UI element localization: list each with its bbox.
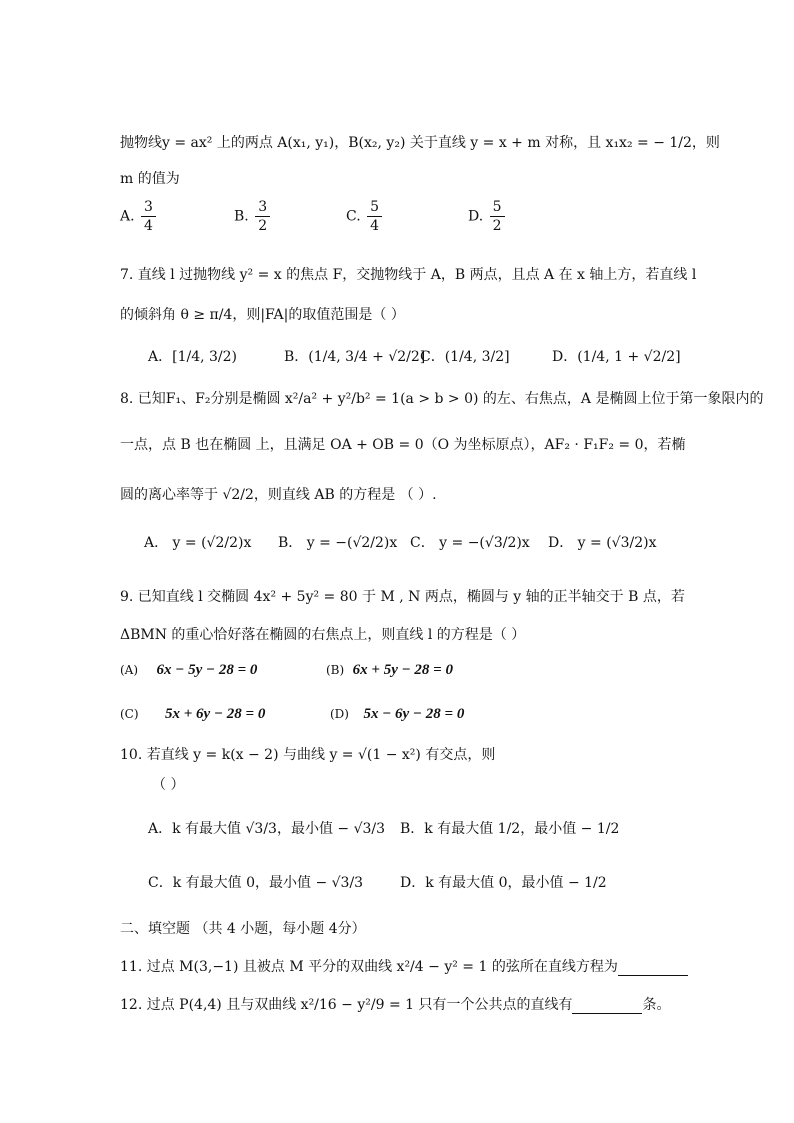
q9-option-b [326, 662, 453, 679]
q9-option-b-label: (B) [326, 663, 345, 677]
q12-text-after: 条。 [642, 997, 671, 1013]
q7-option-d: D．(1/4, 1 + √2/2] [552, 349, 681, 365]
q9-option-b-text: 6x + 5y − 28 = 0 [352, 662, 453, 678]
q10-option-a: A．k 有最大值 √3/3，最小值 − √3/3 [148, 821, 386, 837]
q6-option-a: A. $\frac{3}{4}$ [120, 198, 158, 235]
section-2-heading: 二、填空题 （共 4 小题，每小题 4分） [120, 921, 366, 937]
q7-option-c: C．(1/4, 3/2] [420, 349, 510, 365]
q10-option-d: D．k 有最大值 0，最小值 − 1/2 [400, 875, 607, 891]
q10-line1: 10. 若直线 y = k(x − 2) 与曲线 y = √(1 − x²) 有交点，则 [120, 747, 496, 763]
q9-option-a [120, 662, 257, 679]
q8-option-d: D． y = (√3/2)x [548, 535, 657, 551]
q11-line [120, 956, 688, 976]
q10-option-b: B．k 有最大值 1/2，最小值 − 1/2 [400, 821, 620, 837]
q7-option-a: A．[1/4, 3/2) [148, 349, 237, 365]
q6-option-b: B. $\frac{3}{2}$ [234, 198, 272, 235]
q10-option-c: C．k 有最大值 0，最小值 − √3/3 [148, 875, 364, 891]
q9-option-a-text: 6x − 5y − 28 = 0 [156, 662, 258, 678]
q9-option-c-label: (C) [120, 707, 139, 721]
q9-option-d [330, 706, 464, 723]
q9-option-c-text: 5x + 6y − 28 = 0 [165, 706, 266, 722]
q9-option-d-text: 5x − 6y − 28 = 0 [363, 706, 465, 722]
q9-line1: 9. 已知直线 l 交椭圆 4x² + 5y² = 80 于 M , N 两点，椭圆与 y 轴的正半轴交于 B 点，若 [120, 589, 685, 605]
q8-line2: 一点，点 B 也在椭圆 上，且满足 OA + OB = 0（O 为坐标原点），AF₂ · F₁F₂ = 0，若椭 [120, 437, 686, 453]
q8-option-b: B． y = −(√2/2)x [278, 535, 398, 551]
q8-line1: 8. 已知F₁、F₂分别是椭圆 x²/a² + y²/b² = 1(a > b > 0) 的左、右焦点，A 是椭圆上位于第一象限内的 [120, 391, 764, 407]
q8-option-a: A． y = (√2/2)x [144, 535, 252, 551]
q9-option-d-label: (D) [330, 707, 349, 721]
q6-line1: 抛物线y = ax² 上的两点 A(x₁, y₁)，B(x₂, y₂) 关于直线 y = x + m 对称，且 x₁x₂ = − 1/2，则 [120, 135, 720, 151]
q8-option-c: C． y = −(√3/2)x [410, 535, 530, 551]
q9-option-a-label: (A) [120, 663, 139, 677]
q6-option-d: D. $\frac{5}{2}$ [468, 198, 507, 235]
q7-option-b: B．(1/4, 3/4 + √2/2] [284, 349, 426, 365]
q7-line2: 的倾斜角 θ ≥ π/4，则|FA|的取值范围是（ ） [120, 307, 405, 323]
q9-line2: ΔBMN 的重心恰好落在椭圆的右焦点上，则直线 l 的方程是（ ） [120, 627, 526, 643]
q10-line2: （ ） [152, 777, 185, 793]
q6-line2: m 的值为 [120, 171, 180, 187]
q12-answer-blank[interactable] [572, 999, 642, 1014]
q12-text-before: 12. 过点 P(4,4) 且与双曲线 x²/16 − y²/9 = 1 只有一个公共点的直线有 [120, 997, 573, 1013]
q6-option-c: C. $\frac{5}{4}$ [346, 198, 384, 235]
q7-line1: 7. 直线 l 过抛物线 y² = x 的焦点 F，交抛物线于 A，B 两点，且点 A 在 x 轴上方，若直线 l [120, 267, 697, 283]
q8-line3: 圆的离心率等于 √2/2，则直线 AB 的方程是 （ ）. [120, 487, 437, 503]
q12-line [120, 994, 670, 1014]
q11-text: 11. 过点 M(3,−1) 且被点 M 平分的双曲线 x²/4 − y² = 1 的弦所在直线方程为 [120, 959, 618, 975]
q11-answer-blank[interactable] [618, 961, 688, 976]
q9-option-c [120, 706, 265, 723]
